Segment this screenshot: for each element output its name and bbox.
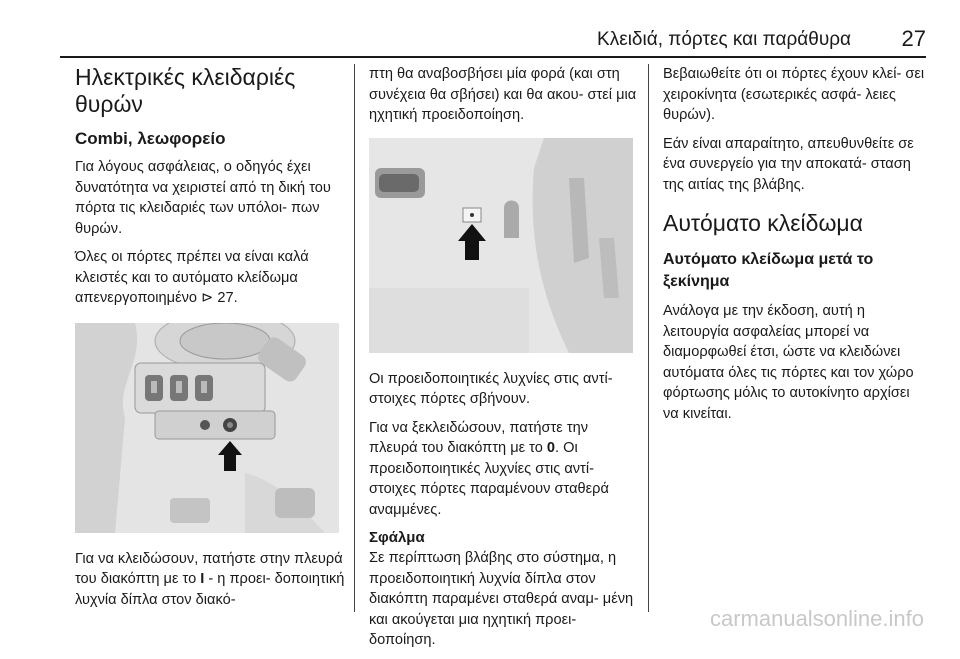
section-title: Ηλεκτρικές κλειδαριές θυρών [75,64,296,117]
dashboard-switch-illustration [75,323,339,533]
column-3 [663,64,928,432]
paragraph: Εάν είναι απαραίτητο, απευθυνθείτε σε ένα συνεργείο για την αποκατά- σταση της αιτίας της βλάβης. [663,135,914,193]
paragraph: πτη θα αναβοσβήσει μία φορά (και στη συνέχεια θα σβήσει) και θα ακου- στεί μια ηχητική προειδοποίηση. [369,66,637,123]
door-panel-illustration [369,138,633,353]
page-ref-icon: ⊳ [201,290,214,306]
door-warning-light-figure [369,138,633,353]
column-2 [369,64,637,659]
paragraph: Βεβαιωθείτε ότι οι πόρτες έχουν κλεί- σει χειροκίνητα (εσωτερικές ασφά- λειες θυρών). [663,66,925,123]
paragraph: Σε περίπτωση βλάβης στο σύστημα, η προειδοποιητική λυχνία δίπλα στον διακόπτη παραμένει σταθερά αναμ- μένη και ακούγεται μια ηχητική προει- δοποίηση. [369,550,634,648]
door-switch-figure [75,323,339,533]
subsection-title: Αυτόματο κλείδωμα μετά το ξεκίνημα [663,251,874,290]
unlock-symbol: 0 [546,440,556,456]
paragraph: Ανάλογα με την έκδοση, αυτή η λειτουργία ασφαλείας μπορεί να διαμορφωθεί έτσι, ώστε να κλειδώνει αυτόματα όλες τις πόρτες και τον χώρο φόρτωσης μόλις το αυτοκίνητο αρχίσει να κινείται. [663,303,914,422]
paragraph: Για λόγους ασφάλειας, ο οδηγός έχει δυνατότητα να χειριστεί από τη δική του πόρτα τις κλειδαριές των υπόλοι- πων θυρών. [75,159,331,237]
page-number: 27 [901,26,926,51]
paragraph: Για να κλειδώσουν, πατήστε στην πλευρά του διακόπτη με το I - η προει- δοποιητική λυχνία δίπλα στον διακό- [75,550,345,608]
page-header [60,25,926,55]
page-ref[interactable]: 27. [217,290,238,306]
paragraph: Για να ξεκλειδώσουν, πατήστε την πλευρά του διακόπτη με το 0. Οι προειδοποιητικές λυχνίες στις αντί- στοιχες πόρτες παραμένουν σταθερά αναμμένες. [369,419,609,518]
watermark: carmanualsonline.info [709,606,924,631]
header-divider [60,56,926,58]
column-divider [648,64,649,612]
column-divider [354,64,355,612]
paragraph: Όλες οι πόρτες πρέπει να είναι καλά κλειστές και το αυτόματο κλείδωμα απενεργοποιημένο ⊳ 27. [75,249,309,306]
paragraph: Οι προειδοποιητικές λυχνίες στις αντί- στοιχες πόρτες σβήνουν. [369,370,613,407]
subsection-title: Combi, λεωφορείο [75,129,226,148]
column-1 [75,64,345,618]
header-title: Κλειδιά, πόρτες και παράθυρα [597,29,851,50]
section-title: Αυτόματο κλείδωμα [663,210,863,236]
fault-heading: Σφάλμα [369,529,425,546]
lock-symbol: I [200,571,205,587]
